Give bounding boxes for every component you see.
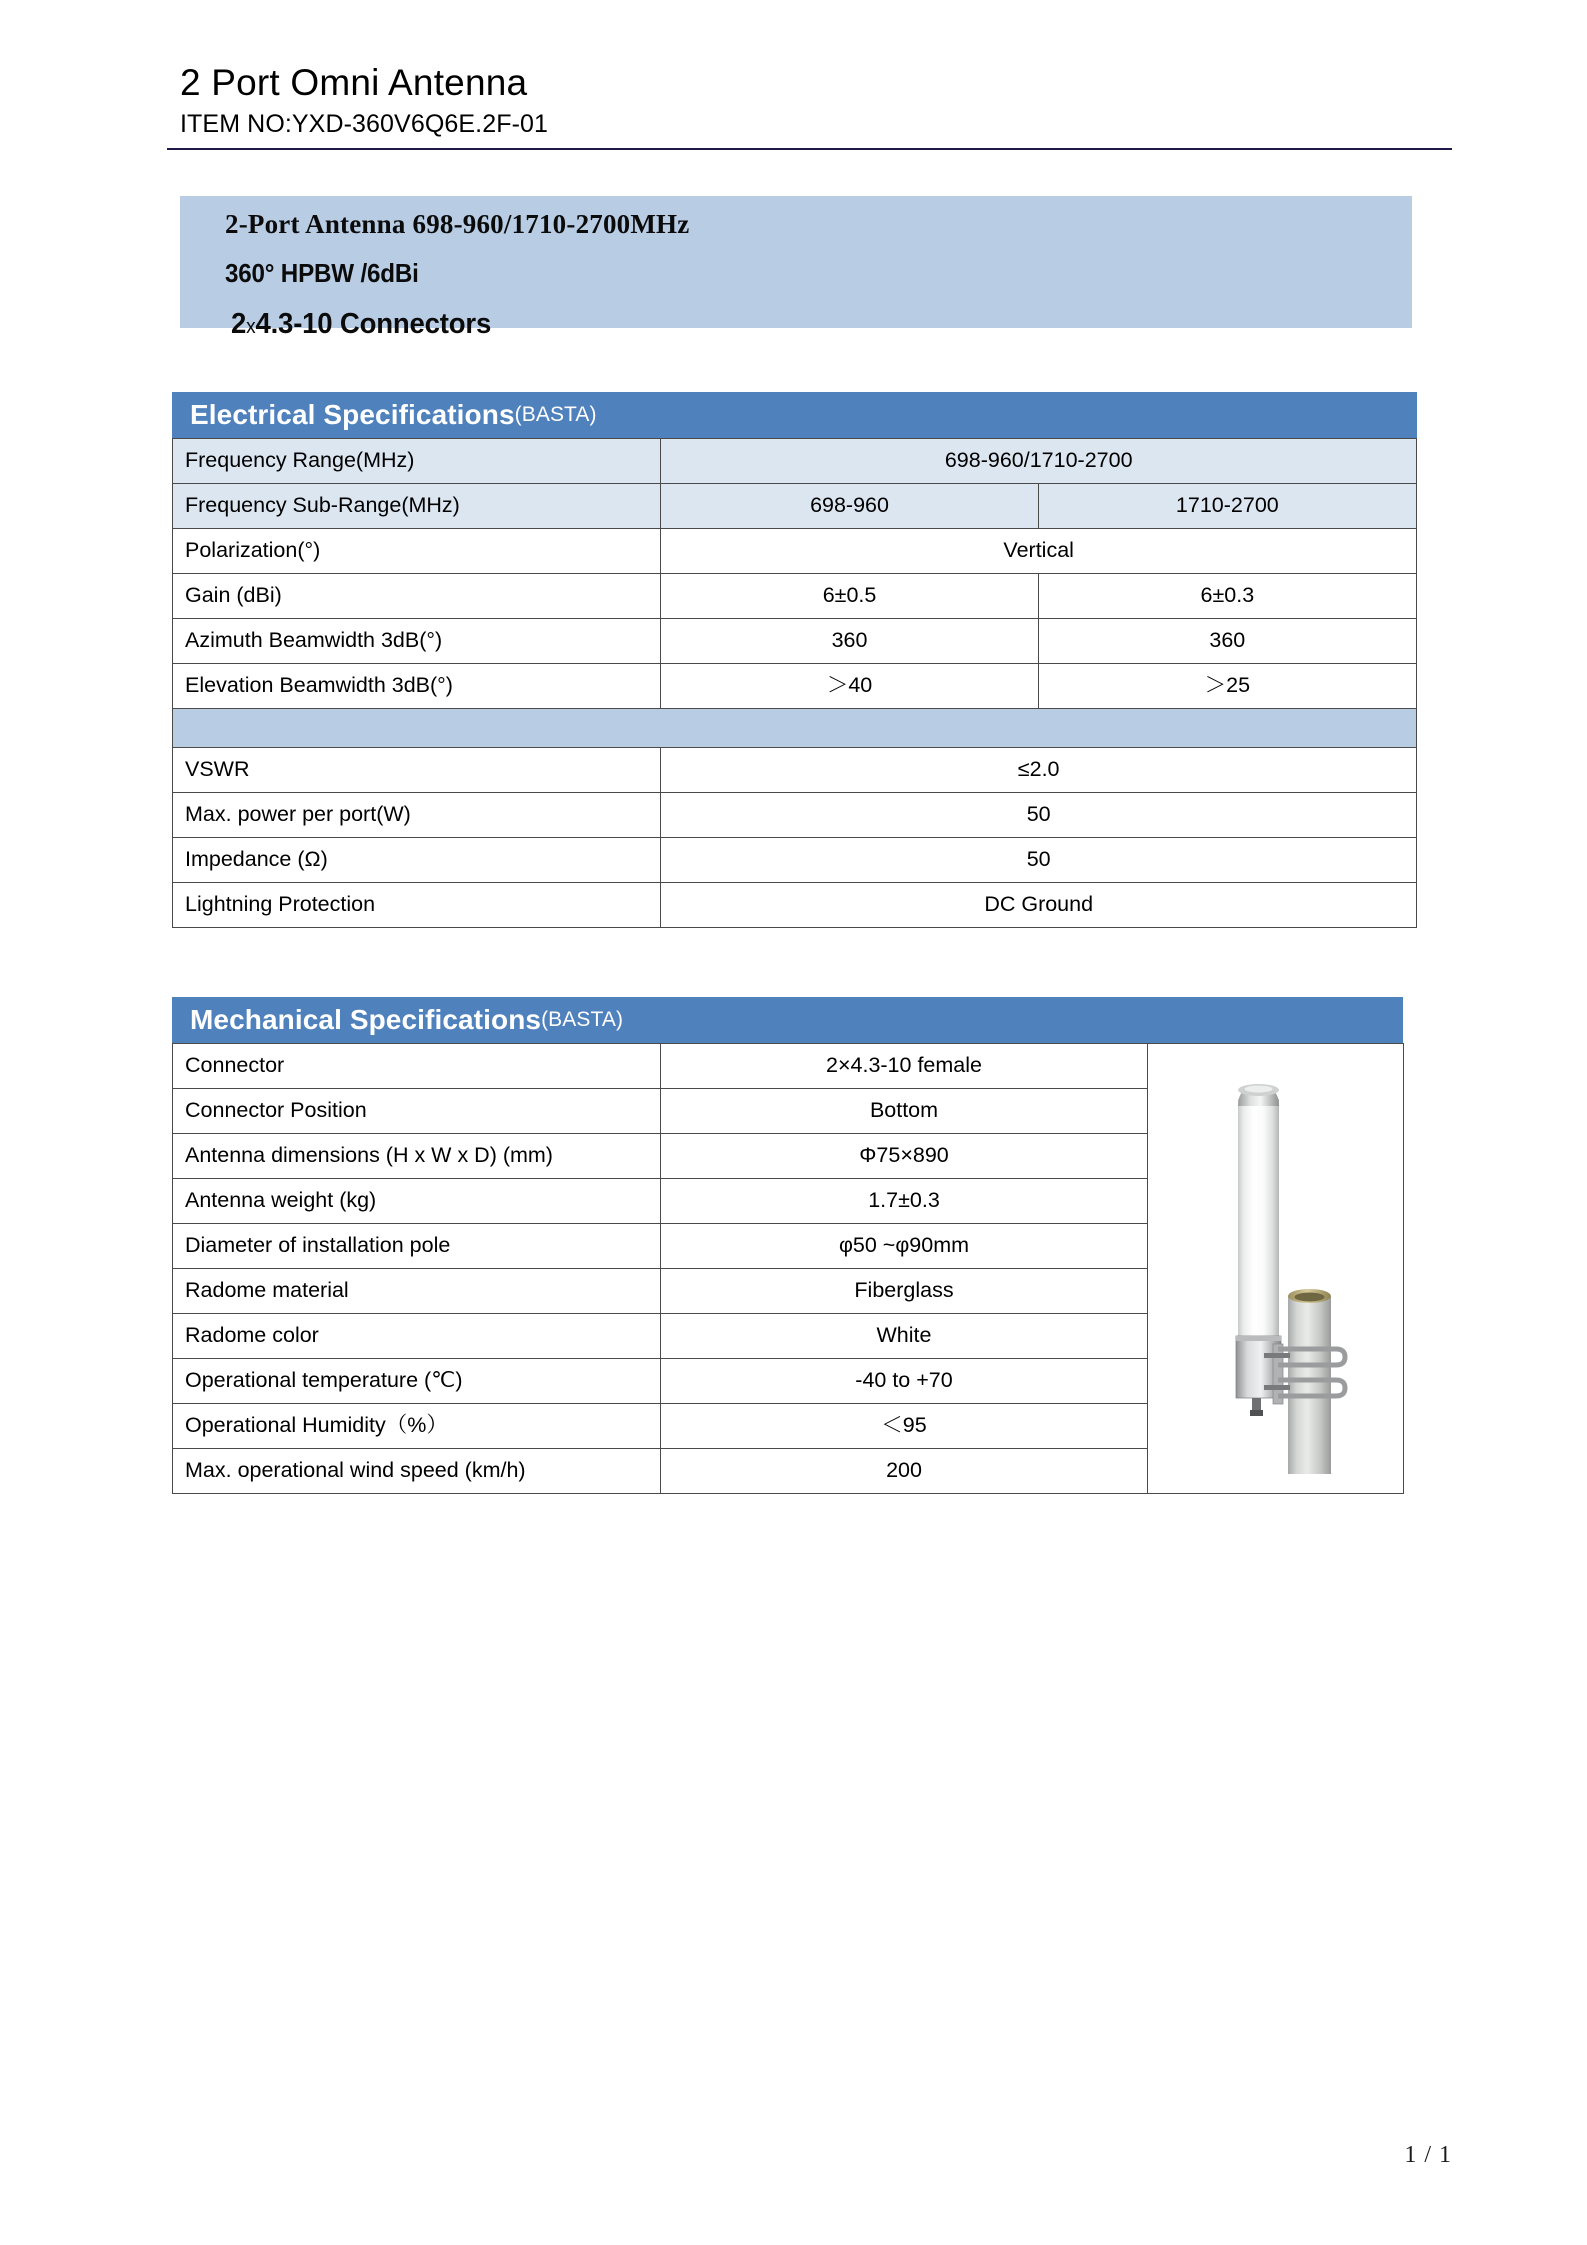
row-value: 1.7±0.3 (661, 1179, 1148, 1224)
row-label: VSWR (173, 748, 661, 793)
product-summary-banner (180, 196, 1412, 340)
table-row (173, 439, 1417, 484)
row-value: White (661, 1314, 1148, 1359)
banner-hpbw-line: 360° HPBW /6dBi (225, 258, 419, 288)
row-label: Frequency Range(MHz) (173, 439, 661, 484)
banner-frequency-line: 2-Port Antenna 698-960/1710-2700MHz (225, 209, 690, 239)
row-label: Antenna weight (kg) (173, 1179, 661, 1224)
banner-multiply-symbol: x (246, 316, 256, 338)
row-value-high-band: ＞25 (1038, 664, 1416, 709)
row-label: Radome material (173, 1269, 661, 1314)
row-label: Gain (dBi) (173, 574, 661, 619)
row-value-low-band: 698-960 (661, 484, 1038, 529)
page-number: 1 / 1 (1404, 2142, 1452, 2168)
row-label: Antenna dimensions (H x W x D) (mm) (173, 1134, 661, 1179)
row-label: Connector (173, 1044, 661, 1089)
row-value: DC Ground (661, 883, 1417, 928)
row-value: Φ75×890 (661, 1134, 1148, 1179)
row-label: Elevation Beamwidth 3dB(°) (173, 664, 661, 709)
spacer-cell (173, 709, 1417, 748)
row-value: 200 (661, 1449, 1148, 1494)
table-row (173, 793, 1417, 838)
header-divider (167, 148, 1452, 150)
row-value: φ50 ~φ90mm (661, 1224, 1148, 1269)
row-value: -40 to +70 (661, 1359, 1148, 1404)
table-row (173, 484, 1417, 529)
row-value: 2×4.3-10 female (661, 1044, 1148, 1089)
row-label: Frequency Sub-Range(MHz) (173, 484, 661, 529)
row-label: Connector Position (173, 1089, 661, 1134)
row-label: Azimuth Beamwidth 3dB(°) (173, 619, 661, 664)
clamp-bolt-lower (1264, 1385, 1290, 1390)
row-label: Impedance (Ω) (173, 838, 661, 883)
mechanical-spec-table (172, 1043, 1404, 1494)
table-row (173, 619, 1417, 664)
mechanical-specifications-header (172, 997, 1403, 1043)
row-value-high-band: 1710-2700 (1038, 484, 1416, 529)
electrical-specifications-header (172, 392, 1417, 438)
antenna-product-image (1148, 1044, 1404, 1494)
document-header (180, 62, 1450, 140)
banner-connector-count: 2 (231, 308, 247, 340)
row-label: Polarization(°) (173, 529, 661, 574)
row-label: Operational Humidity（%） (173, 1404, 661, 1449)
row-value-high-band: 360 (1038, 619, 1416, 664)
row-label: Operational temperature (℃) (173, 1359, 661, 1404)
row-value: Bottom (661, 1089, 1148, 1134)
row-value-low-band: 6±0.5 (661, 574, 1038, 619)
table-row (173, 664, 1417, 709)
row-value: Vertical (661, 529, 1417, 574)
banner-connector-type: 4.3-10 Connectors (255, 308, 492, 340)
table-row (173, 883, 1417, 928)
table-row (173, 529, 1417, 574)
antenna-graphic (1160, 1044, 1410, 1474)
row-value-low-band: ＞40 (661, 664, 1038, 709)
mechanical-header-subtitle: (BASTA) (541, 1007, 624, 1031)
row-value: Fiberglass (661, 1269, 1148, 1314)
row-value: 50 (661, 793, 1417, 838)
banner-connector-line (231, 310, 1353, 339)
row-label: Lightning Protection (173, 883, 661, 928)
antenna-illustration (1160, 1044, 1403, 1493)
table-row (173, 748, 1417, 793)
row-label: Radome color (173, 1314, 661, 1359)
row-label: Diameter of installation pole (173, 1224, 661, 1269)
row-value-high-band: 6±0.3 (1038, 574, 1416, 619)
row-value: ＜95 (661, 1404, 1148, 1449)
row-label: Max. operational wind speed (km/h) (173, 1449, 661, 1494)
item-number: ITEM NO:YXD-360V6Q6E.2F-01 (180, 109, 549, 138)
electrical-header-subtitle: (BASTA) (514, 402, 597, 426)
row-value: 50 (661, 838, 1417, 883)
mounting-pole (1288, 1296, 1331, 1474)
table-row (173, 838, 1417, 883)
electrical-spec-table (172, 438, 1417, 928)
radome (1238, 1099, 1279, 1349)
table-spacer-row (173, 709, 1417, 748)
clamp-bolt-upper (1264, 1353, 1290, 1358)
row-value: 698-960/1710-2700 (661, 439, 1417, 484)
row-value-low-band: 360 (661, 619, 1038, 664)
table-row (173, 1044, 1404, 1089)
row-label: Max. power per port(W) (173, 793, 661, 838)
page-title: 2 Port Omni Antenna (180, 62, 528, 103)
mechanical-header-title: Mechanical Specifications (190, 1004, 542, 1035)
table-row (173, 574, 1417, 619)
electrical-header-title: Electrical Specifications (190, 399, 515, 430)
row-value: ≤2.0 (661, 748, 1417, 793)
